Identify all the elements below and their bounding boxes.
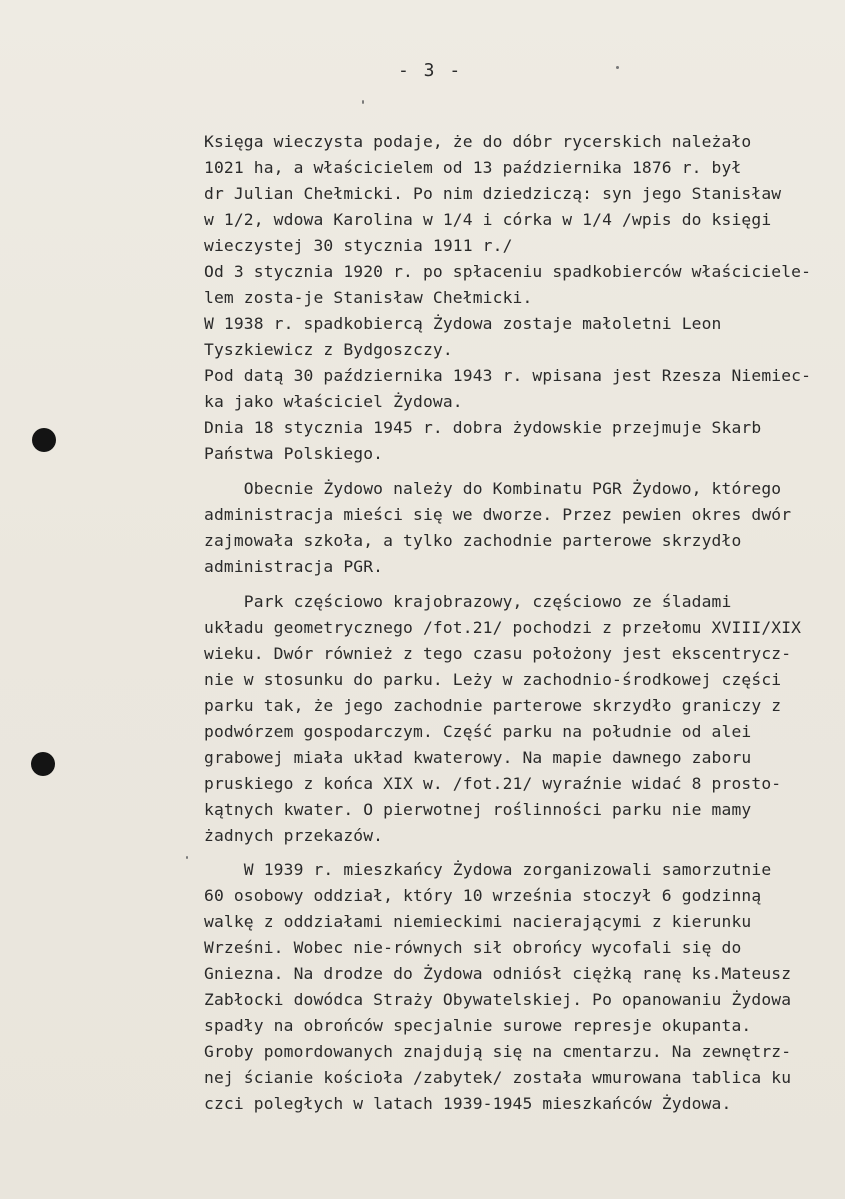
punch-hole-top xyxy=(32,428,56,452)
paper-speck xyxy=(362,100,364,104)
text-line: Groby pomordowanych znajdują się na cmentarzu. Na zewnętrz- xyxy=(204,1042,792,1061)
text-line: żadnych przekazów. xyxy=(204,826,384,845)
text-line: podwórzem gospodarczym. Część parku na południe od alei xyxy=(204,722,752,741)
text-line: pruskiego z końca XIX w. /fot.21/ wyraźnie widać 8 prosto- xyxy=(204,774,782,793)
paper-speck xyxy=(616,66,619,69)
paper-speck xyxy=(186,856,188,859)
text-line: administracja mieści się we dworze. Przez pewien okres dwór xyxy=(204,505,792,524)
text-line: Państwa Polskiego. xyxy=(204,444,384,463)
text-line: Księga wieczysta podaje, że do dóbr rycerskich należało xyxy=(204,132,752,151)
text-line: 60 osobowy oddział, który 10 września stoczył 6 godzinną xyxy=(204,886,762,905)
text-line: lem zosta-je Stanisław Chełmicki. xyxy=(204,288,533,307)
text-line: Wrześni. Wobec nie-równych sił obrońcy wycofali się do xyxy=(204,938,742,957)
text-line: grabowej miała układ kwaterowy. Na mapie dawnego zaboru xyxy=(204,748,752,767)
text-line: Od 3 stycznia 1920 r. po spłaceniu spadkobierców właściciele- xyxy=(204,262,812,281)
text-line: walkę z oddziałami niemieckimi nacierającymi z kierunku xyxy=(204,912,752,931)
text-line: w 1/2, wdowa Karolina w 1/4 i córka w 1/4 /wpis do księgi xyxy=(204,210,772,229)
text-line: Gniezna. Na drodze do Żydowa odniósł ciężką ranę ks.Mateusz xyxy=(204,964,792,983)
text-line: układu geometrycznego /fot.21/ pochodzi z przełomu XVIII/XIX xyxy=(204,618,802,637)
text-line: nie w stosunku do parku. Leży w zachodnio-środkowej części xyxy=(204,670,782,689)
text-line: spadły na obrońców specjalnie surowe represje okupanta. xyxy=(204,1016,752,1035)
text-line: W 1938 r. spadkobiercą Żydowa zostaje małoletni Leon xyxy=(204,314,722,333)
text-line: W 1939 r. mieszkańcy Żydowa zorganizowali samorzutnie xyxy=(204,860,772,879)
text-line: Dnia 18 stycznia 1945 r. dobra żydowskie przejmuje Skarb xyxy=(204,418,762,437)
text-line: dr Julian Chełmicki. Po nim dziedziczą: syn jego Stanisław xyxy=(204,184,782,203)
text-line: Obecnie Żydowo należy do Kombinatu PGR Żydowo, którego xyxy=(204,479,782,498)
text-line: czci poległych w latach 1939-1945 mieszkańców Żydowa. xyxy=(204,1094,732,1113)
text-line: wieku. Dwór również z tego czasu położony jest ekscentrycz- xyxy=(204,644,792,663)
page-number: - 3 - xyxy=(398,60,463,81)
text-line: nej ścianie kościoła /zabytek/ została wmurowana tablica ku xyxy=(204,1068,792,1087)
text-line: 1021 ha, a właścicielem od 13 października 1876 r. był xyxy=(204,158,742,177)
text-line: ka jako właściciel Żydowa. xyxy=(204,392,463,411)
punch-hole-bottom xyxy=(31,752,55,776)
text-line: parku tak, że jego zachodnie parterowe skrzydło graniczy z xyxy=(204,696,782,715)
text-line: Park częściowo krajobrazowy, częściowo ze śladami xyxy=(204,592,732,611)
text-line: wieczystej 30 stycznia 1911 r./ xyxy=(204,236,513,255)
text-line: kątnych kwater. O pierwotnej roślinności parku nie mamy xyxy=(204,800,752,819)
text-line: zajmowała szkoła, a tylko zachodnie parterowe skrzydło xyxy=(204,531,742,550)
text-line: Tyszkiewicz z Bydgoszczy. xyxy=(204,340,453,359)
text-line: Zabłocki dowódca Straży Obywatelskiej. Po opanowaniu Żydowa xyxy=(204,990,792,1009)
text-line: Pod datą 30 października 1943 r. wpisana jest Rzesza Niemiec- xyxy=(204,366,812,385)
text-line: administracja PGR. xyxy=(204,557,384,576)
